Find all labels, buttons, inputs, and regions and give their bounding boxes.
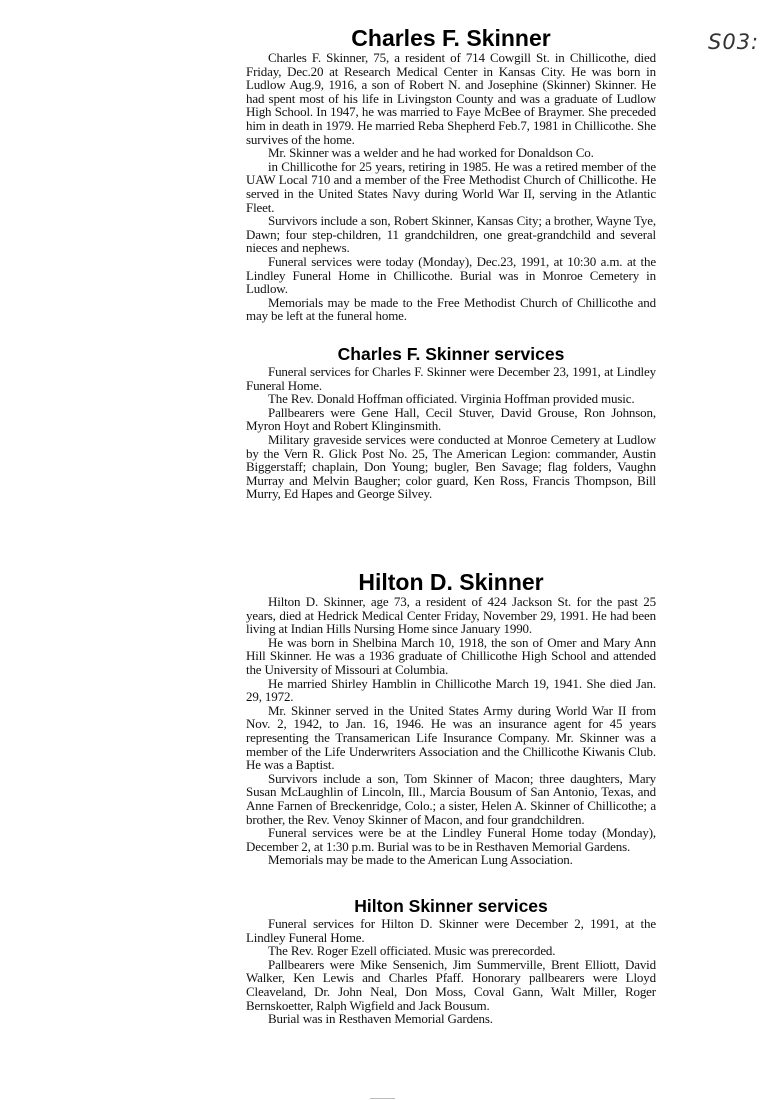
paragraph: Pallbearers were Gene Hall, Cecil Stuver, David Grouse, Ron Johnson, Myron Hoyt and Robert Klinginsmith. — [246, 404, 656, 434]
paragraph: Survivors include a son, Robert Skinner, Kansas City; a brother, Wayne Tye, Dawn; four step-children, 11 grandchildren, one great-grandchild and several nieces and nephews. — [246, 213, 656, 256]
paragraph: He was born in Shelbina March 10, 1918, the son of Omer and Mary Ann Hill Skinner. He was a 1936 graduate of Chillicothe High School and attended the University of Missouri at Columbia. — [246, 634, 656, 677]
handwritten-page-number: S03: — [708, 30, 760, 54]
scan-mark — [370, 1098, 395, 1099]
paragraph: Memorials may be made to the Free Methodist Church of Chillicothe and may be left at the funeral home. — [246, 294, 656, 324]
paragraph: in Chillicothe for 25 years, retiring in 1985. He was a retired member of the UAW Local 710 and a member of the Free Methodist Church of Chillicothe. He served in the United States Navy during World War II, serving in the Atlantic Fleet. — [246, 158, 656, 215]
paragraph: Memorials may be made to the American Lung Association. — [268, 852, 573, 868]
paragraph: Military graveside services were conducted at Monroe Cemetery at Ludlow by the Vern R. Glick Post No. 25, The American Legion: commander, Austin Biggerstaff; chaplain, Don Young; bugler, Ben Savage; flag folders, Vaughn Murray and Melvin Baugher; color guard, Ken Ross, Francis Thompson, Bill Murry, Ed Hapes and George Silvey. — [246, 431, 656, 502]
paragraph: Mr. Skinner was a welder and he had worked for Donaldson Co. — [268, 145, 594, 161]
paragraph: Burial was in Resthaven Memorial Gardens. — [268, 1011, 493, 1027]
paragraph: Funeral services were be at the Lindley Funeral Home today (Monday), December 2, at 1:30 p.m. Burial was to be in Resthaven Memorial Gardens. — [246, 825, 656, 854]
article-title: Hilton Skinner services — [354, 896, 548, 916]
obituary-hilton-skinner — [246, 569, 656, 867]
paragraph: Pallbearers were Mike Sensenich, Jim Summerville, Brent Elliott, David Walker, Ken Lewis and Charles Pfaff. Honorary pallbearers were Lloyd Cleaveland, Dr. John Neal, Don Moss, Coval Gann, Walt Miller, Roger Bernskoetter, Ralph Wigfield and Jack Bousum. — [246, 956, 656, 1013]
article-title: Hilton D. Skinner — [358, 569, 544, 595]
paragraph: Survivors include a son, Tom Skinner of Macon; three daughters, Mary Susan McLaughlin of Lincoln, Ill., Marcia Bousum of San Antonio, Texas, and Anne Farnen of Breckenridge, Colo.; a sister, Helen A. Skinner of Chillicothe; a brother, the Rev. Venoy Skinner of Macon, and four grandchildren. — [246, 770, 656, 827]
paragraph: Hilton D. Skinner, age 73, a resident of 424 Jackson St. for the past 25 years, died at Hedrick Medical Center Friday, November 29, 1991. He had been living at Indian Hills Nursing Home since January 1990. — [246, 594, 656, 637]
paragraph: Funeral services for Charles F. Skinner were December 23, 1991, at Lindley Funeral Home. — [246, 364, 656, 393]
paragraph: Funeral services for Hilton D. Skinner were December 2, 1991, at the Lindley Funeral Home. — [246, 916, 656, 945]
paragraph: The Rev. Donald Hoffman officiated. Virginia Hoffman provided music. — [268, 391, 635, 407]
obituary-charles-skinner — [246, 25, 656, 323]
services-hilton-skinner — [246, 895, 656, 1026]
services-charles-skinner — [246, 343, 656, 501]
article-title: Charles F. Skinner — [351, 25, 551, 51]
paragraph: Funeral services were today (Monday), Dec.23, 1991, at 10:30 a.m. at the Lindley Funeral Home in Chillicothe. Burial was in Monroe Cemetery in Ludlow. — [246, 253, 656, 297]
article-title: Charles F. Skinner services — [337, 344, 565, 364]
paragraph: Mr. Skinner served in the United States Army during World War II from Nov. 2, 1942, to Jan. 16, 1946. He was an insurance agent for 45 years representing the Transamerican Life Insurance Company. Mr. Skinner was a member of the Life Underwriters Association and the Chillicothe Kiwanis Club. He was a Baptist. — [246, 702, 656, 773]
paragraph: The Rev. Roger Ezell officiated. Music was prerecorded. — [268, 943, 556, 959]
paragraph: He married Shirley Hamblin in Chillicothe March 19, 1941. She died Jan. 29, 1972. — [246, 675, 656, 705]
paragraph: Charles F. Skinner, 75, a resident of 714 Cowgill St. in Chillicothe, died Friday, Dec.20 at Research Medical Center in Kansas City. He was born in Ludlow Aug.9, 1916, a son of Robert N. and Josephine (Skinner) Skinner. He had spent most of his life in Livingston County and was a graduate of Ludlow High School. In 1947, he was married to Faye McBee of Braymer. She preceded him in death in 1979. He married Reba Shepherd Feb.7, 1981 in Chillicothe. She survives of the home. — [246, 50, 656, 147]
